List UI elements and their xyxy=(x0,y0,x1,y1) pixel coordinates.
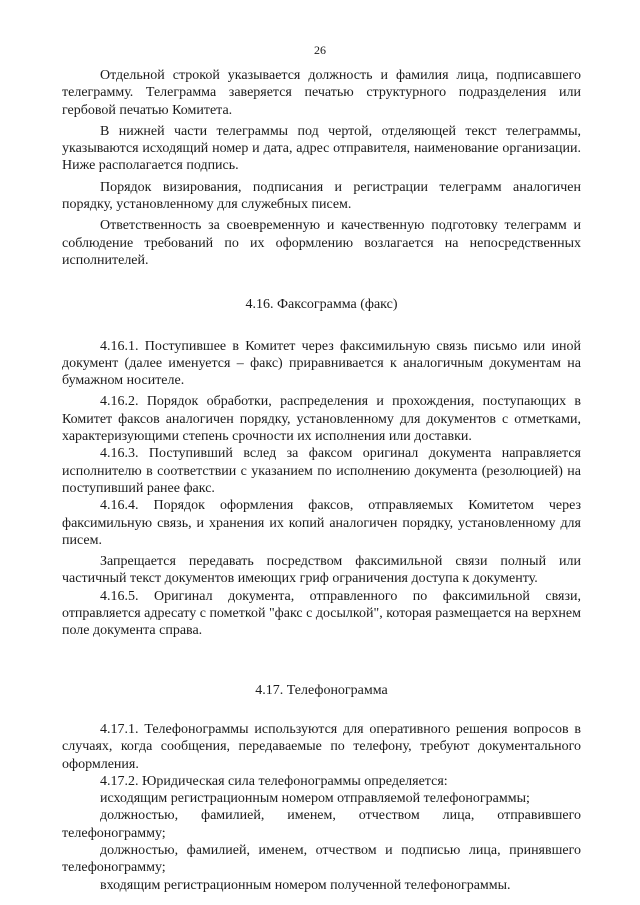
paragraph: Ответственность за своевременную и качественную подготовку телеграмм и соблюдение требований по их оформлению возлагается на непосредственных исполнителей. xyxy=(62,218,581,268)
paragraph: 4.16.2. Порядок обработки, распределения и прохождения, поступающих в Комитет факсов аналогичен порядку, установленному для документов с отметками, характеризующими степень срочности их исполнения или доставки. xyxy=(62,394,581,445)
paragraph: 4.16.4. Порядок оформления факсов, отправляемых Комитетом через факсимильную связь, и хранения их копий аналогичен порядку, установленному для писем. xyxy=(62,498,581,548)
paragraph: 4.16.5. Оригинал документа, отправленного по факсимильной связи, отправляется адресату с пометкой "факс с досылкой", которая размещается на верхнем поле документа справа. xyxy=(62,588,581,639)
paragraph: Запрещается передавать посредством факсимильной связи полный или частичный текст документов имеющих гриф ограничения доступа к документу. xyxy=(62,554,581,587)
paragraph: Порядок визирования, подписания и регистрации телеграмм аналогичен порядку, установленному для служебных писем. xyxy=(62,179,581,213)
page-number: 26 xyxy=(314,43,326,57)
paragraph: 4.16.1. Поступившее в Комитет через факсимильную связь письмо или иной документ (далее именуется – факс) приравнивается к аналогичным документам на бумажном носителе. xyxy=(62,338,581,389)
paragraph: 4.17.1. Телефонограммы используются для оперативного решения вопросов в случаях, когда сообщения, передаваемые по телефону, требуют документального оформления. xyxy=(62,721,581,772)
paragraph: В нижней части телеграммы под чертой, отделяющей текст телеграммы, указываются исходящий номер и дата, адрес отправителя, наименование организации. Ниже располагается подпись. xyxy=(62,123,581,174)
paragraph: Отдельной строкой указывается должность и фамилия лица, подписавшего телеграмму. Телеграмма заверяется печатью структурного подразделения или гербовой печатью Комитета. xyxy=(62,68,581,118)
section-heading-phone: 4.17. Телефонограмма xyxy=(255,682,388,698)
list-item: должностью, фамилией, именем, отчеством лица, отправившего телефонограмму; xyxy=(62,808,581,841)
paragraph: 4.16.3. Поступивший вслед за факсом оригинал документа направляется исполнителю в соответствии с указанием по исполнению документа (резолюцией) на поступивший ранее факс. xyxy=(62,446,581,496)
section-heading-fax: 4.16. Факсограмма (факс) xyxy=(245,297,398,313)
list-item: входящим регистрационным номером полученной телефонограммы. xyxy=(100,877,511,893)
list-item: исходящим регистрационным номером отправляемой телефонограммы; xyxy=(100,791,530,807)
list-item: должностью, фамилией, именем, отчеством и подписью лица, принявшего телефонограмму; xyxy=(62,842,581,876)
paragraph: 4.17.2. Юридическая сила телефонограммы определяется: xyxy=(100,773,448,789)
page-body xyxy=(62,67,581,894)
